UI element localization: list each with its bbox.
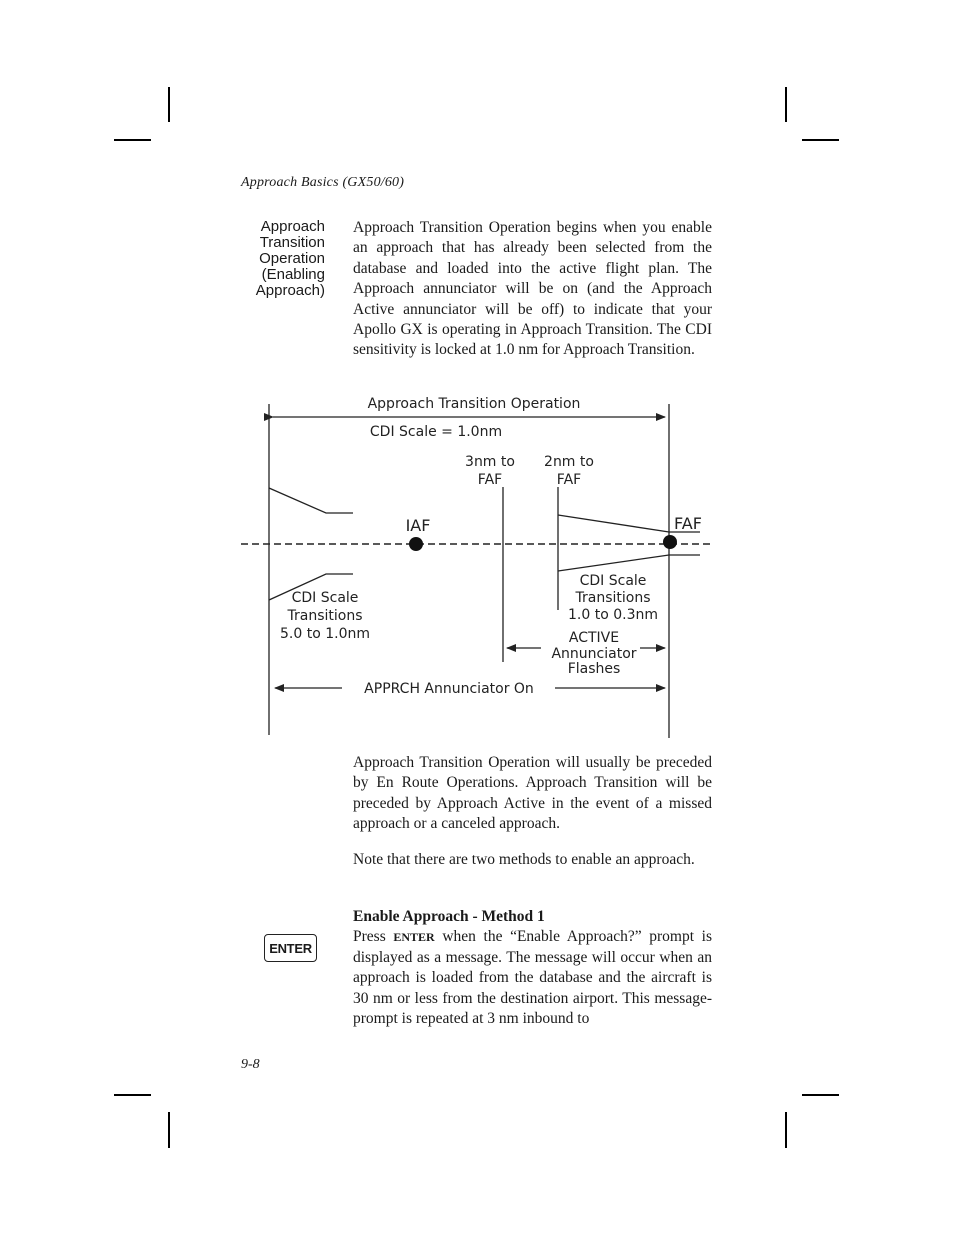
method-heading: Enable Approach - Method 1 <box>353 908 545 925</box>
active-annunciator-label: Flashes <box>567 661 621 677</box>
faf-waypoint <box>663 535 677 549</box>
method-press-word: Press <box>353 928 386 946</box>
iaf-waypoint <box>409 537 423 551</box>
left-scale-label: CDI Scale <box>291 590 359 606</box>
method-key-name: ENTER <box>393 930 435 945</box>
paragraph-text: Note that there are two methods to enable an approach. <box>353 851 695 868</box>
side-heading-line: (Enabling <box>261 266 325 283</box>
paragraph-preceding-ops <box>353 753 712 835</box>
paragraph-methods-note <box>353 850 712 870</box>
faf-label: FAF <box>674 514 702 533</box>
right-scale-label: Transitions <box>575 590 651 606</box>
active-annunciator-label: ACTIVE <box>568 630 620 646</box>
method-body <box>353 927 712 1029</box>
side-heading-line: Transition <box>259 234 325 251</box>
two-nm-label: 2nm to <box>544 454 594 470</box>
diagram-title: Approach Transition Operation <box>367 396 581 412</box>
side-heading-line: Operation <box>259 250 325 267</box>
method-body-text: when the “Enable Approach?” prompt is displayed as a message. The message will occur when an approach is loaded from the database and the aircraft is 30 nm or less from the destination airport. This message-prompt is repeated at 3 nm inbound to <box>353 928 712 1028</box>
three-nm-label: 3nm to <box>465 454 515 470</box>
right-scale-label: CDI Scale <box>579 573 647 589</box>
iaf-label: IAF <box>405 516 431 535</box>
left-funnel-upper <box>269 488 353 513</box>
right-funnel-lower <box>558 555 700 571</box>
paragraph-text: Approach Transition Operation will usually be preceded by En Route Operations. Approach Transition will be preceded by Approach Active in the event of a missed approach or a canceled approach. <box>353 754 712 833</box>
left-scale-label: 5.0 to 1.0nm <box>280 626 370 642</box>
two-nm-label: FAF <box>556 472 582 488</box>
running-header: Approach Basics (GX50/60) <box>241 175 405 190</box>
apprch-annunciator-label: APPRCH Annunciator On <box>364 681 534 697</box>
three-nm-label: FAF <box>477 472 503 488</box>
side-heading-line: Approach <box>260 218 325 235</box>
method-1-section <box>353 907 712 1029</box>
active-annunciator-label: Annunciator <box>551 646 637 662</box>
cdi-scale-label: CDI Scale = 1.0nm <box>369 424 503 440</box>
side-heading-line: Approach) <box>255 282 325 299</box>
left-scale-label: Transitions <box>287 608 363 624</box>
right-scale-label: 1.0 to 0.3nm <box>568 607 658 623</box>
enter-key-icon: ENTER <box>264 934 317 962</box>
page-number: 9-8 <box>241 1057 260 1072</box>
intro-paragraph-text: Approach Transition Operation begins when you enable an approach that has already been selected from the database and loaded into the active flight plan. The Approach annunciator will be on (and the Approach Active annunciator will be off) to indicate that your Apollo GX is operating in Approach Transition. The CDI sensitivity is locked at 1.0 nm for Approach Transition. <box>353 219 712 359</box>
